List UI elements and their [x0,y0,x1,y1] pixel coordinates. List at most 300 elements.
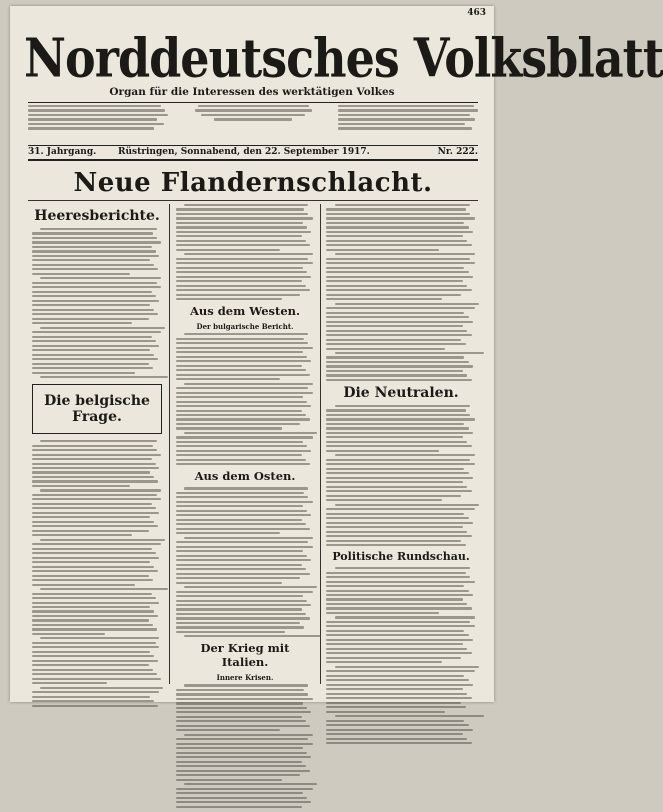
text-line [40,277,161,279]
text-line [184,253,312,255]
text-line [32,543,161,545]
text-line [32,602,159,604]
text-line [176,285,306,287]
text-line [326,634,469,636]
text-line [326,598,463,600]
text-line [326,414,470,416]
text-line [326,409,466,411]
text-line [32,237,157,239]
text-line [176,752,307,754]
text-line [32,367,153,369]
newspaper-page [10,6,663,702]
text-line [176,693,308,695]
text-line [176,378,280,380]
text-line [40,687,164,689]
text-line [176,289,310,291]
text-line [326,729,473,731]
text-line [32,291,152,293]
text-line [184,684,308,686]
text-line [326,661,442,663]
text-line [326,535,472,537]
text-line [176,436,313,438]
text-line [326,468,464,470]
text-line [335,454,475,456]
text-line [184,586,316,588]
text-line [40,637,160,639]
text-line [176,410,302,412]
text-line [32,615,158,617]
text-line [176,541,308,543]
text-line [32,575,149,577]
text-line [32,593,152,595]
text-line [176,559,311,561]
body-text [176,487,314,637]
text-line [326,508,475,510]
text-line [32,340,156,342]
text-line [32,273,130,275]
text-line [32,642,156,644]
text-line [176,698,313,700]
text-line [326,490,472,492]
text-line [326,639,473,641]
text-line [326,321,473,323]
text-line [32,241,161,243]
text-line [326,612,439,614]
text-line [326,581,475,583]
text-line [176,360,311,362]
text-line [176,231,311,233]
text-line [32,696,150,698]
text-line [176,765,306,767]
text-line [176,716,302,718]
text-line [326,621,470,623]
text-line [32,521,154,523]
info-right [338,105,478,143]
text-line [176,546,313,548]
text-line [176,528,310,530]
text-line [326,572,466,574]
text-line [335,715,484,717]
text-line [32,655,154,657]
text-line [32,336,152,338]
text-line [32,673,157,675]
text-line [176,496,308,498]
info-center [188,105,318,143]
text-line [326,348,445,350]
text-line [32,548,152,550]
text-line [176,235,302,237]
text-line [176,779,282,781]
text-line [176,240,306,242]
text-line [176,369,306,371]
text-line [326,697,472,699]
text-line [32,480,158,482]
text-line [32,660,158,662]
text-line [176,445,307,447]
text-line [335,352,484,354]
text-line [326,477,473,479]
text-line [326,312,464,314]
text-line [326,280,463,282]
body-text [32,440,162,707]
text-line [32,471,150,473]
text-line [176,774,300,776]
text-line [176,604,311,606]
text-line [326,307,475,309]
text-line [184,537,312,539]
text-line [326,459,470,461]
text-line [32,458,152,460]
text-line [176,622,300,624]
text-line [326,379,472,381]
text-line [184,333,308,335]
text-line [176,797,307,799]
info-bar [28,102,478,146]
text-line [326,285,467,287]
text-line [176,392,313,394]
text-line [326,526,463,528]
column-2 [176,204,314,812]
text-line [176,459,306,461]
text-line [326,679,469,681]
text-line [176,342,308,344]
text-line [326,450,439,452]
date-label: Rüstringen, Sonnabend, den 22. September 1917. [118,147,370,157]
text-line [32,372,135,374]
text-line [326,513,464,515]
text-line [176,244,310,246]
text-line [32,610,154,612]
text-line [326,258,470,260]
text-line [176,626,304,628]
text-line [326,531,467,533]
text-line [32,232,153,234]
text-line [32,619,149,621]
text-line [326,603,467,605]
text-line [32,669,153,671]
text-line [335,204,470,206]
text-line [32,349,150,351]
text-line [176,414,306,416]
text-line [176,761,302,763]
text-line [184,487,308,489]
text-line [176,450,311,452]
text-line [326,235,463,237]
text-line [335,616,475,618]
text-line [326,607,472,609]
text-line [32,467,159,469]
text-line [326,343,466,345]
text-line [176,226,307,228]
text-line [176,600,307,602]
text-line [176,720,306,722]
text-line [335,405,470,407]
text-line [32,566,154,568]
text-line [176,702,303,704]
date-bar [28,147,478,161]
text-line [32,259,150,261]
text-line [176,806,302,808]
text-line [176,351,303,353]
text-line [32,557,159,559]
text-line [176,427,282,429]
text-line [176,743,313,745]
text-line [176,271,307,273]
text-line [326,499,442,501]
text-line [32,268,158,270]
section-title-italien: Der Krieg mit Italien. [200,641,290,670]
text-line [326,418,475,420]
body-text [326,405,476,546]
organ-subtitle: Organ für die Interessen des werktätigen Volkes [109,86,395,98]
text-line [32,651,150,653]
text-line [326,244,472,246]
subhead-bulgarische: Der bulgarische Bericht. [196,322,294,332]
text-line [176,617,310,619]
text-line [326,289,472,291]
text-line [335,253,475,255]
text-line [32,705,158,707]
text-line [326,720,464,722]
text-line [335,567,470,569]
section-title-westen: Aus dem Westen. [189,304,301,319]
text-line [326,463,475,465]
text-line [32,534,132,536]
text-line [32,498,161,500]
text-line [32,682,107,684]
text-line [32,485,130,487]
text-line [176,423,300,425]
text-line [32,255,159,257]
text-line [176,568,306,570]
text-line [32,300,159,302]
text-line [32,250,156,252]
text-line [176,711,311,713]
text-line [326,693,467,695]
text-line [176,401,307,403]
text-line [176,801,311,803]
text-line [184,635,321,637]
text-line [176,501,313,503]
text-line [326,356,464,358]
text-line [176,613,306,615]
column-divider-2 [320,204,321,684]
text-line [326,339,461,341]
text-line [176,738,308,740]
text-line [176,280,302,282]
text-line [32,454,161,456]
text-line [32,322,132,324]
text-line [176,573,310,575]
text-line [176,631,285,633]
text-line [32,579,153,581]
text-line [326,208,466,210]
text-line [176,564,302,566]
text-line [326,213,470,215]
text-line [326,441,467,443]
text-line [32,445,153,447]
text-line [326,675,464,677]
text-line [326,276,473,278]
text-line [176,267,303,269]
text-line [184,204,308,206]
column-3 [326,204,476,748]
text-line [32,597,156,599]
text-line [176,505,303,507]
text-line [176,729,280,731]
section-title-osten: Aus dem Osten. [194,469,296,484]
text-line [326,742,472,744]
text-line [176,523,306,525]
text-line [176,249,280,251]
text-line [32,507,156,509]
text-line [326,670,475,672]
text-line [184,383,312,385]
text-line [176,258,308,260]
text-line [176,510,307,512]
text-line [32,345,159,347]
text-line [32,286,161,288]
text-line [176,792,303,794]
text-line [176,725,310,727]
text-line [326,217,475,219]
text-line [184,734,312,736]
text-line [326,625,475,627]
text-line [176,262,313,264]
text-line [40,327,165,329]
text-line [176,356,307,358]
text-line [32,449,157,451]
column-divider-1 [169,204,170,684]
text-line [176,707,307,709]
text-line [32,331,161,333]
text-line [176,550,303,552]
text-line [326,522,473,524]
text-line [176,577,300,579]
text-line [32,525,158,527]
text-line [326,738,467,740]
text-line [32,570,158,572]
text-line [176,514,311,516]
text-line [326,361,469,363]
text-line [326,222,464,224]
text-line [326,240,467,242]
text-line [335,303,479,305]
body-text [326,567,476,744]
text-line [176,222,303,224]
text-line [176,454,302,456]
text-line [32,246,152,248]
text-line [326,724,469,726]
section-title-rundschau: Politische Rundschau. [332,550,470,564]
text-line [326,517,469,519]
text-line [326,472,469,474]
text-line [32,516,150,518]
text-line [326,294,461,296]
text-line [326,262,475,264]
text-line [176,463,310,465]
text-line [326,231,473,233]
text-line [326,594,473,596]
text-line [176,418,310,420]
text-line [40,440,157,442]
page-number: 463 [467,8,486,18]
text-line [326,427,469,429]
text-line [326,436,463,438]
section-title-heeresberichte: Heeresberichte. [34,208,160,224]
text-line [32,530,149,532]
text-line [326,226,469,228]
text-line [326,481,463,483]
text-line [326,733,463,735]
section-title-neutralen: Die Neutralen. [343,384,459,401]
text-line [326,630,464,632]
text-line [32,354,154,356]
text-line [176,374,310,376]
text-line [40,489,161,491]
text-line [335,666,479,668]
text-line [326,334,472,336]
text-line [32,304,150,306]
text-line [326,544,466,546]
text-line [326,330,467,332]
text-line [176,298,282,300]
text-line [176,365,302,367]
text-line [32,691,159,693]
text-line [32,318,149,320]
main-headline: Neue Flandernschlacht. [73,168,433,198]
text-line [335,504,479,506]
text-line [176,756,311,758]
text-line [176,492,304,494]
text-line [176,347,313,349]
text-line [32,358,158,360]
text-line [32,463,156,465]
text-line [176,747,303,749]
text-line [32,584,135,586]
text-line [176,208,304,210]
body-text [176,204,314,300]
text-line [32,700,154,702]
text-line [32,624,153,626]
text-line [326,445,472,447]
text-line [176,338,304,340]
text-line [326,432,473,434]
text-line [32,561,150,563]
text-line [176,532,280,534]
text-line [326,486,467,488]
text-line [32,309,154,311]
text-line [176,276,311,278]
text-line [176,582,282,584]
text-line [326,684,473,686]
body-text [326,204,476,381]
text-line [184,783,316,785]
text-line [176,294,300,296]
body-text [176,333,314,465]
text-line [326,271,469,273]
subhead-innere-krisen: Innere Krisen. [216,673,274,683]
text-line [326,648,467,650]
column-1 [32,204,162,711]
text-line [32,664,149,666]
text-line [326,590,469,592]
text-line [326,495,461,497]
text-line [326,711,445,713]
text-line [176,608,302,610]
text-line [32,494,157,496]
text-line [176,405,311,407]
